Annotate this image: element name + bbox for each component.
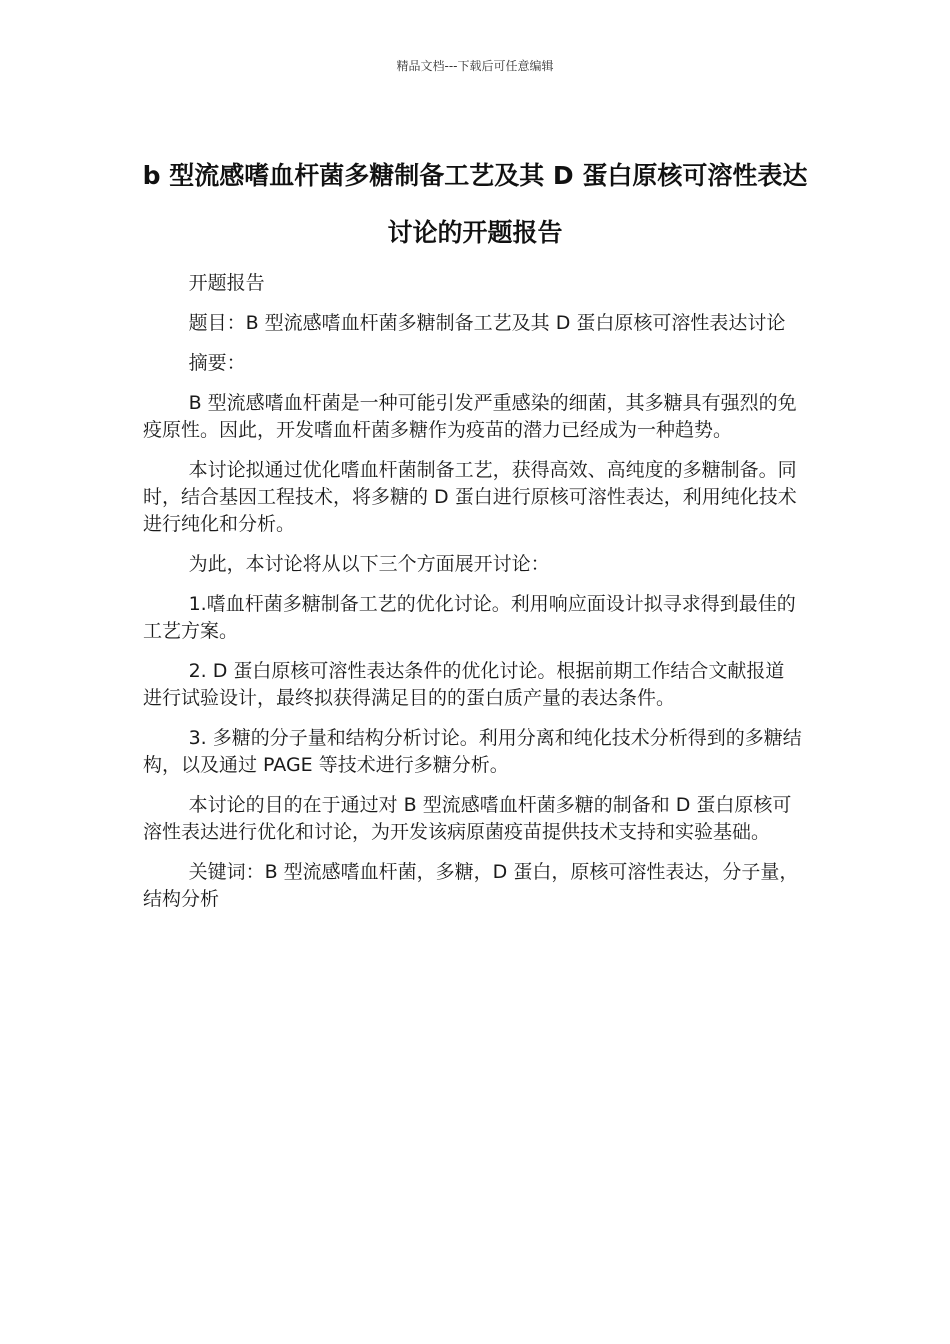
page-header-note: 精品文档---下载后可任意编辑 — [396, 59, 554, 73]
list-item-1: 1.嗜血杆菌多糖制备工艺的优化讨论。利用响应面设计拟寻求得到最佳的工艺方案。 — [143, 593, 796, 642]
keywords-paragraph: 关键词：B 型流感嗜血杆菌，多糖，D 蛋白，原核可溶性表达，分子量，结构分析 — [143, 861, 799, 910]
document-body — [143, 270, 803, 926]
topic-paragraph: 题目：B 型流感嗜血杆菌多糖制备工艺及其 D 蛋白原核可溶性表达讨论 — [188, 312, 786, 334]
abstract-label: 摘要： — [188, 352, 246, 374]
document-title: b 型流感嗜血杆菌多糖制备工艺及其 D 蛋白原核可溶性表达讨论的开题报告 — [142, 160, 808, 247]
list-item-3: 3. 多糖的分子量和结构分析讨论。利用分离和纯化技术分析得到的多糖结构，以及通过 PAGE 等技术进行多糖分析。 — [143, 727, 802, 776]
abstract-paragraph-3: 为此，本讨论将从以下三个方面展开讨论： — [188, 553, 550, 575]
purpose-paragraph: 本讨论的目的在于通过对 B 型流感嗜血杆菌多糖的制备和 D 蛋白原核可溶性表达进行优化和讨论，为开发该病原菌疫苗提供技术支持和实验基础。 — [143, 794, 792, 843]
section-label-proposal: 开题报告 — [188, 272, 265, 294]
abstract-paragraph-1: B 型流感嗜血杆菌是一种可能引发严重感染的细菌，其多糖具有强烈的免疫原性。因此，开发嗜血杆菌多糖作为疫苗的潜力已经成为一种趋势。 — [143, 392, 797, 441]
list-item-2: 2. D 蛋白原核可溶性表达条件的优化讨论。根据前期工作结合文献报道进行试验设计，最终拟获得满足目的的蛋白质产量的表达条件。 — [143, 660, 785, 709]
abstract-paragraph-2: 本讨论拟通过优化嗜血杆菌制备工艺，获得高效、高纯度的多糖制备。同时，结合基因工程技术，将多糖的 D 蛋白进行原核可溶性表达，利用纯化技术进行纯化和分析。 — [143, 459, 797, 535]
